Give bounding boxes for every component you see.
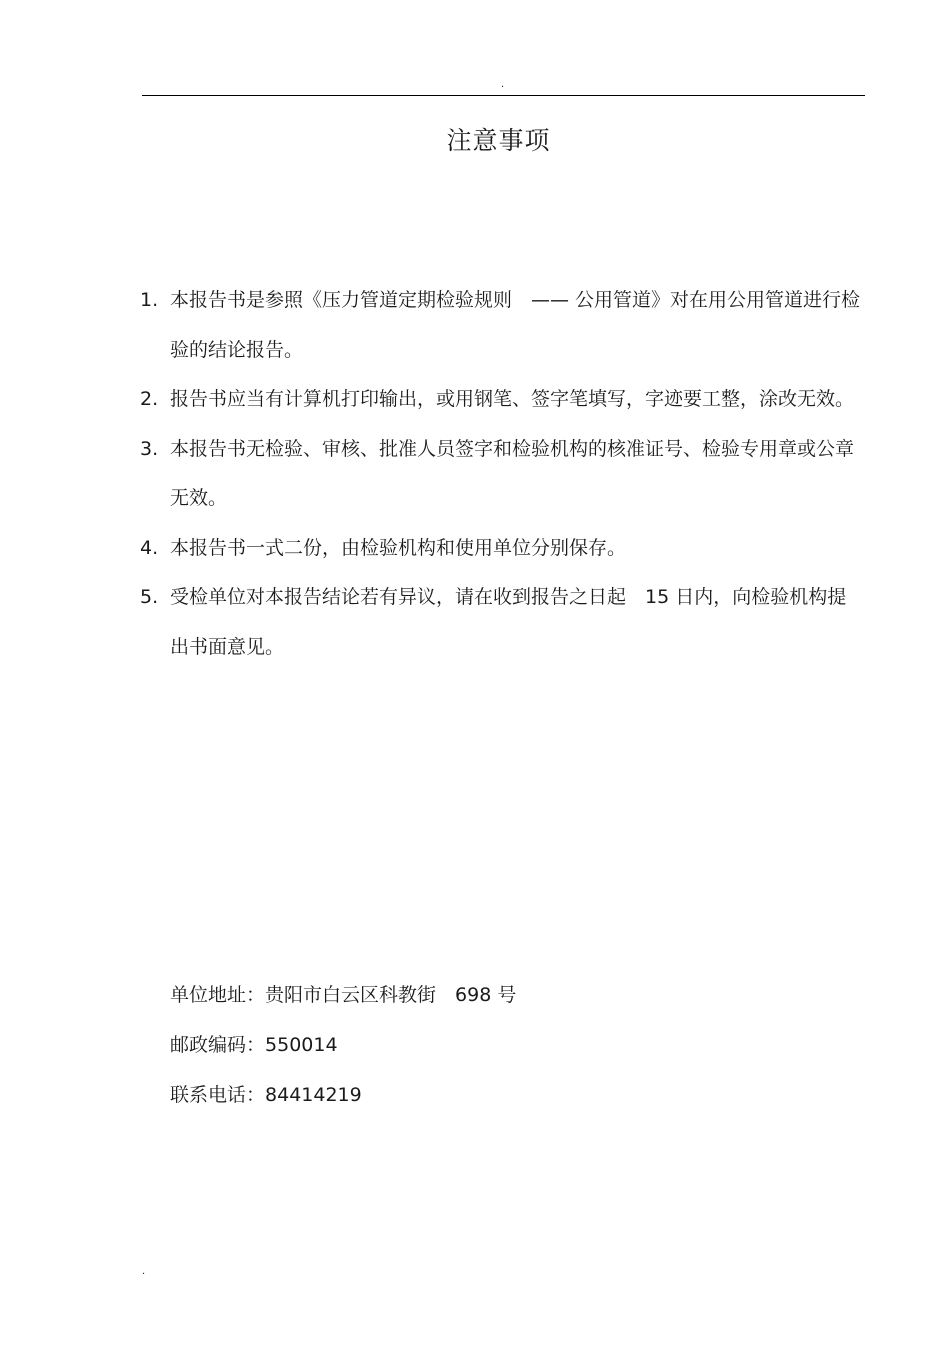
note-text: 本报告书无检验、审核、批准人员签字和检验机构的核准证号、检验专用章或公章无效。 (170, 437, 855, 509)
address-value: 贵阳市白云区科教街 698 号 (265, 984, 517, 1006)
phone-line (170, 1070, 516, 1120)
note-text: 本报告书一式二份，由检验机构和使用单位分别保存。 (170, 536, 627, 559)
notes-list (140, 276, 865, 672)
address-label: 单位地址： (170, 984, 266, 1006)
note-number: 4. (140, 536, 159, 559)
address-line (170, 970, 516, 1020)
postcode-label: 邮政编码： (170, 1034, 266, 1056)
header-dot: . (501, 79, 505, 90)
note-number: 1. (140, 289, 159, 311)
note-item (140, 276, 865, 375)
note-item (140, 524, 865, 574)
header-rule (142, 95, 865, 96)
postcode-line (170, 1020, 516, 1070)
note-number: 3. (140, 437, 159, 460)
phone-value: 84414219 (265, 1084, 362, 1106)
contact-info (170, 970, 516, 1120)
note-item (140, 375, 865, 425)
note-text: 报告书应当有计算机打印输出，或用钢笔、签字笔填写，字迹要工整，涂改无效。 (170, 388, 855, 410)
footer-dot: . (142, 1266, 146, 1277)
postcode-value: 550014 (265, 1034, 338, 1056)
phone-label: 联系电话： (170, 1084, 266, 1106)
note-text: 本报告书是参照《压力管道定期检验规则 —— 公用管道》对在用公用管道进行检验的结论报告。 (170, 289, 861, 361)
note-item (140, 573, 865, 672)
page-title: 注意事项 (446, 126, 551, 155)
note-number: 5. (140, 586, 159, 608)
note-number: 2. (140, 388, 159, 410)
note-item (140, 425, 865, 524)
note-text: 受检单位对本报告结论若有异议，请在收到报告之日起 15 日内，向检验机构提出书面意见。 (170, 586, 847, 658)
